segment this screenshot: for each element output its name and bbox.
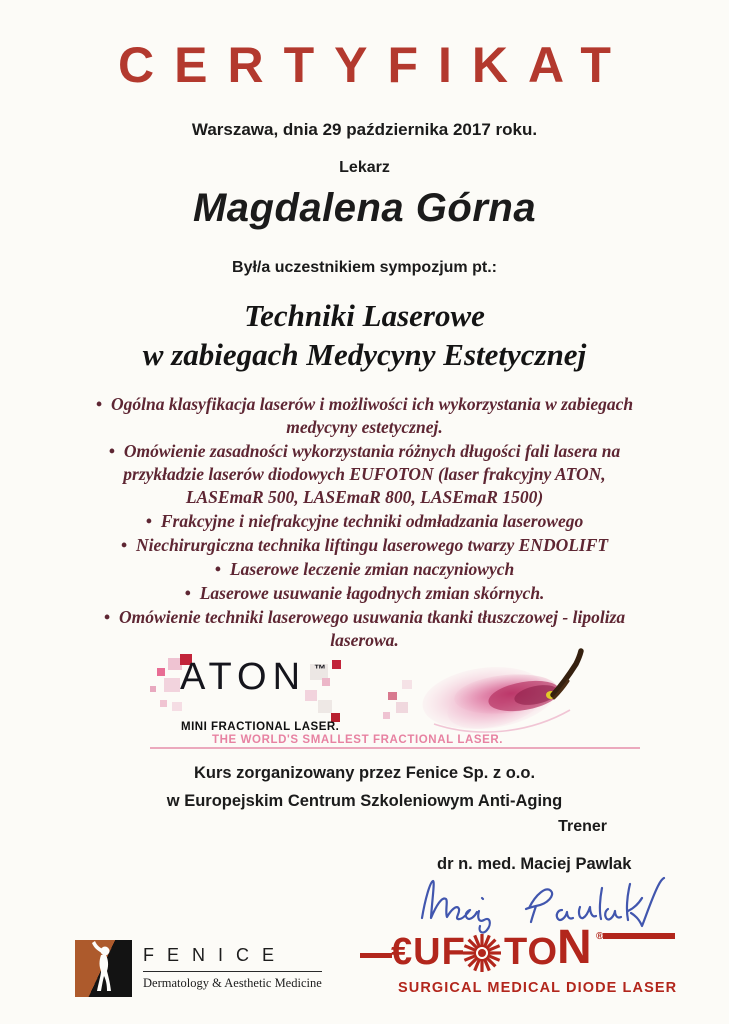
aton-pixel-square [332, 660, 341, 669]
topic-text: Ogólna klasyfikacja laserów i możliwości ich wykorzystania w zabiegach medycyny estetycznej. [111, 394, 634, 437]
bullet-icon: • [95, 394, 103, 414]
eufoton-right-bar [603, 933, 675, 939]
topic-text: Omówienie zasadności wykorzystania różnych długości fali lasera na przykładzie laserów diodowych EUFOTON (laser frakcyjny ATON, LASEmaR 500, LASEmaR 800, LASEmaR 1500) [123, 441, 621, 507]
participation-line: Był/a uczestnikiem sympozjum pt.: [232, 259, 497, 276]
aton-pixel-square [157, 668, 165, 676]
bullet-icon: • [103, 607, 111, 627]
fenice-text-block [143, 945, 322, 991]
eufoton-left-bar [360, 953, 392, 958]
aton-pixel-square [388, 692, 397, 700]
aton-tagline: THE WORLD'S SMALLEST FRACTIONAL LASER. [212, 734, 504, 746]
bullet-icon: • [120, 535, 128, 555]
role-label: Lekarz [339, 159, 390, 176]
aton-pixel-square [396, 702, 408, 713]
bullet-icon: • [184, 583, 191, 603]
date-line: Warszawa, dnia 29 października 2017 roku. [191, 120, 538, 139]
certificate-title: CERTYFIKAT [118, 37, 631, 93]
symposium-title [0, 296, 729, 374]
organizer-line2: w Europejskim Centrum Szkoleniowym Anti-Aging [166, 792, 563, 810]
aton-pixel-square [160, 700, 167, 707]
fenice-name: FENICE [143, 945, 322, 972]
bullet-icon: • [108, 441, 115, 461]
topic-item [88, 534, 641, 557]
eufoton-tagline: SURGICAL MEDICAL DIODE LASER [398, 980, 678, 996]
aton-logo [150, 650, 640, 758]
topic-text: Niechirurgiczna technika liftingu laserowego twarzy ENDOLIFT [136, 535, 609, 555]
aton-subtitle: MINI FRACTIONAL LASER. [181, 721, 340, 733]
registered-symbol: ® [596, 931, 604, 942]
fenice-subtitle: Dermatology & Aesthetic Medicine [143, 976, 322, 990]
trainer-label: Trener [558, 818, 607, 835]
magnolia-flower-icon [418, 646, 640, 750]
aton-pixel-square [164, 678, 180, 692]
aton-pixel-square [150, 686, 156, 692]
trademark-symbol: ™ [314, 662, 327, 676]
eufoton-letter-n: N [557, 921, 592, 974]
eufoton-letters-euf: €UF [391, 931, 466, 973]
topic-text: Laserowe usuwanie łagodnych zmian skórnych. [199, 583, 545, 603]
symposium-title-line2: w zabiegach Medycyny Estetycznej [142, 337, 587, 372]
aton-brand-text: ATON [180, 656, 307, 698]
topics-list [88, 392, 641, 653]
laser-sun-icon [461, 932, 503, 974]
aton-pixel-square [383, 712, 390, 719]
topic-item [88, 558, 641, 581]
topic-text: Omówienie techniki laserowego usuwania tkanki tłuszczowej - lipoliza laserowa. [119, 607, 626, 650]
topic-text: Laserowe leczenie zmian naczyniowych [229, 559, 515, 579]
bullet-icon: • [145, 511, 152, 531]
symposium-title-line1: Techniki Laserowe [244, 298, 485, 333]
aton-brand [180, 658, 326, 696]
topic-item [88, 393, 641, 439]
aton-pixel-square [318, 700, 332, 713]
aton-pixel-square [172, 702, 182, 711]
fenice-logo [73, 938, 322, 1008]
organizer-line1: Kurs zorganizowany przez Fenice Sp. z o.o. [193, 764, 536, 782]
topic-item [88, 440, 641, 509]
topic-item [88, 582, 641, 605]
recipient-name: Magdalena Górna [192, 186, 537, 230]
bullet-icon: • [214, 559, 221, 579]
fenice-figure-icon [75, 940, 132, 997]
eufoton-logo [360, 920, 690, 1020]
trainer-name: dr n. med. Maciej Pawlak [437, 855, 632, 873]
topic-item [88, 510, 641, 533]
topic-text: Frakcyjne i niefrakcyjne techniki odmładzania laserowego [160, 511, 584, 531]
aton-pixel-square [402, 680, 412, 689]
eufoton-letters-to: TO [504, 931, 559, 973]
